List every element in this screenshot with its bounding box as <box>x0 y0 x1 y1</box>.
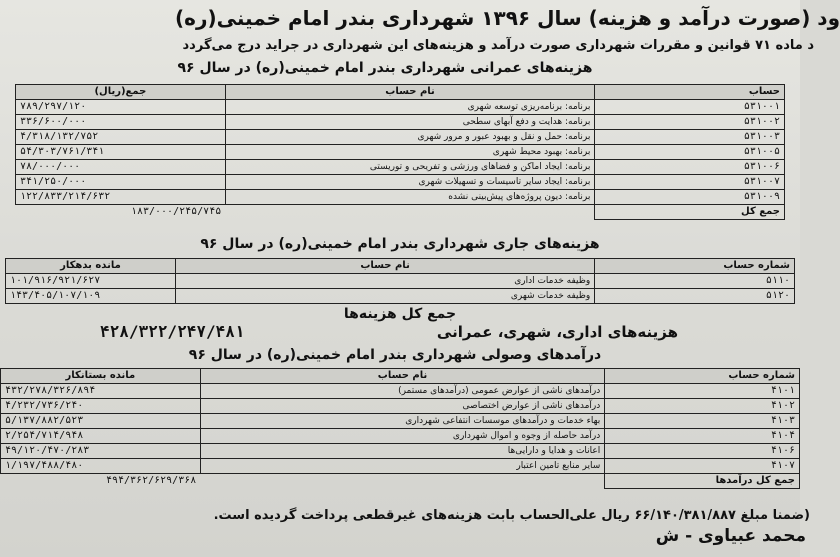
notice-title: ود (صورت درآمد و هزینه) سال ۱۳۹۶ شهرداری بندر امام خمینی(ره) <box>175 6 840 30</box>
account-value: ۵/۱۳۷/۸۸۲/۵۲۳ <box>1 414 201 429</box>
revenue-row <box>1 459 800 474</box>
header-account: حساب <box>595 85 785 100</box>
account-code: ۵۳۱۰۰۲ <box>595 115 785 130</box>
total-label: جمع کل درآمدها <box>605 474 800 489</box>
table-header-row <box>1 369 800 384</box>
current-row <box>6 289 795 304</box>
account-name: وظیفه خدمات اداری <box>175 274 594 289</box>
account-code: ۵۳۱۰۰۶ <box>595 160 785 175</box>
account-value: ۱/۱۹۷/۴۸۸/۴۸۰ <box>1 459 201 474</box>
header-account: شماره حساب <box>595 259 795 274</box>
revenue-row <box>1 384 800 399</box>
revenue-section-title: درآمدهای وصولی شهرداری بندر امام خمینی(ره) در سال ۹۶ <box>188 347 602 363</box>
account-name: وظیفه خدمات شهری <box>175 289 594 304</box>
account-value: ۴/۳۱۸/۱۳۲/۷۵۲ <box>16 130 226 145</box>
table-header-row <box>16 85 785 100</box>
account-code: ۵۱۱۰ <box>595 274 795 289</box>
header-name: نام حساب <box>175 259 594 274</box>
account-name: درآمدهای ناشی از عوارض عمومی (درآمدهای مستمر) <box>200 384 605 399</box>
account-code: ۵۳۱۰۰۷ <box>595 175 785 190</box>
account-name: درآمد حاصله از وجوه و اموال شهرداری <box>200 429 605 444</box>
account-name: سایر منابع تامین اعتبار <box>200 459 605 474</box>
header-total: مانده بستانکار <box>1 369 201 384</box>
account-name: اعانات و هدایا و دارایی‌ها <box>200 444 605 459</box>
current-section-title: هزینه‌های جاری شهرداری بندر امام خمینی(ره) در سال ۹۶ <box>200 236 600 252</box>
capital-row <box>16 190 785 205</box>
account-value: ۴۳۲/۲۷۸/۳۲۶/۸۹۴ <box>1 384 201 399</box>
account-name: برنامه: بهبود محیط شهری <box>225 145 595 160</box>
capital-row <box>16 160 785 175</box>
capital-section-title: هزینه‌های عمرانی شهرداری بندر امام خمینی(ره) در سال ۹۶ <box>177 60 593 76</box>
account-value: ۱۰۱/۹۱۶/۹۲۱/۶۲۷ <box>6 274 176 289</box>
account-code: ۴۱۰۶ <box>605 444 800 459</box>
account-value: ۴/۲۳۲/۷۳۶/۲۴۰ <box>1 399 201 414</box>
revenue-table <box>0 368 800 489</box>
account-code: ۵۳۱۰۰۹ <box>595 190 785 205</box>
account-code: ۴۱۰۷ <box>605 459 800 474</box>
account-name: بهاء خدمات و درآمدهای موسسات انتفاعی شهرداری <box>200 414 605 429</box>
notice-subtitle: د ماده ۷۱ قوانین و مقررات شهرداری صورت درآمد و هزینه‌های این شهرداری در جراید درج می‌گردد <box>182 38 814 53</box>
header-name: نام حساب <box>225 85 595 100</box>
revenue-row <box>1 414 800 429</box>
current-row <box>6 274 795 289</box>
account-value: ۲/۲۵۴/۷۱۴/۹۴۸ <box>1 429 201 444</box>
total-label: جمع کل <box>595 205 785 220</box>
header-total: جمع(ریال) <box>16 85 226 100</box>
account-code: ۵۱۲۰ <box>595 289 795 304</box>
account-code: ۴۱۰۳ <box>605 414 800 429</box>
capital-row <box>16 130 785 145</box>
account-value: ۷۸/۰۰۰/۰۰۰ <box>16 160 226 175</box>
table-header-row <box>6 259 795 274</box>
header-name: نام حساب <box>200 369 605 384</box>
capital-row <box>16 115 785 130</box>
account-name: برنامه: هدایت و دفع آبهای سطحی <box>225 115 595 130</box>
account-code: ۵۳۱۰۰۱ <box>595 100 785 115</box>
account-code: ۵۳۱۰۰۵ <box>595 145 785 160</box>
account-value: ۳۴۱/۲۵۰/۰۰۰ <box>16 175 226 190</box>
revenue-row <box>1 444 800 459</box>
account-value: ۴۹/۱۲۰/۴۷۰/۲۸۳ <box>1 444 201 459</box>
account-name: برنامه: ایجاد سایر تاسیسات و تسهیلات شهری <box>225 175 595 190</box>
account-name: برنامه: ایجاد اماکن و فضاهای ورزشی و تفریحی و توریستی <box>225 160 595 175</box>
account-value: ۵۴/۳۰۳/۷۶۱/۳۴۱ <box>16 145 226 160</box>
account-name: برنامه: دیون پروژه‌های پیش‌بینی نشده <box>225 190 595 205</box>
account-value: ۷۸۹/۲۹۷/۱۲۰ <box>16 100 226 115</box>
account-value: ۳۳۶/۶۰۰/۰۰۰ <box>16 115 226 130</box>
capital-row <box>16 100 785 115</box>
capital-row <box>16 145 785 160</box>
summary-value: ۴۲۸/۳۲۲/۲۴۷/۴۸۱ <box>100 322 245 341</box>
footer-note: (ضمنا مبلغ ۶۶/۱۴۰/۳۸۱/۸۸۷ ریال علی‌الحساب بابت هزینه‌های غیرقطعی پرداخت گردیده است. <box>213 508 810 523</box>
account-name: برنامه: برنامه‌ریزی توسعه شهری <box>225 100 595 115</box>
signature: محمد عبیاوی - ش <box>655 526 806 546</box>
current-table <box>5 258 795 304</box>
revenue-total-row <box>1 474 800 489</box>
summary-title: جمع کل هزینه‌ها <box>343 306 457 322</box>
capital-table <box>15 84 785 220</box>
total-value: ۱۸۳/۰۰۰/۲۴۵/۷۴۵ <box>130 206 222 218</box>
header-account: شماره حساب <box>605 369 800 384</box>
revenue-row <box>1 399 800 414</box>
header-total: مانده بدهکار <box>6 259 176 274</box>
account-code: ۴۱۰۱ <box>605 384 800 399</box>
account-code: ۵۳۱۰۰۳ <box>595 130 785 145</box>
capital-row <box>16 175 785 190</box>
account-value: ۱۲۲/۸۳۳/۲۱۴/۶۳۲ <box>16 190 226 205</box>
account-value: ۱۴۳/۴۰۵/۱۰۷/۱۰۹ <box>6 289 176 304</box>
revenue-row <box>1 429 800 444</box>
account-name: برنامه: حمل و نقل و بهبود عبور و مرور شهری <box>225 130 595 145</box>
account-code: ۴۱۰۲ <box>605 399 800 414</box>
account-code: ۴۱۰۴ <box>605 429 800 444</box>
total-value: ۴۹۴/۳۶۲/۶۲۹/۳۶۸ <box>105 475 197 487</box>
account-name: درآمدهای ناشی از عوارض اختصاصی <box>200 399 605 414</box>
summary-label: هزینه‌های اداری، شهری، عمرانی <box>436 323 678 341</box>
capital-total-row <box>16 205 785 220</box>
